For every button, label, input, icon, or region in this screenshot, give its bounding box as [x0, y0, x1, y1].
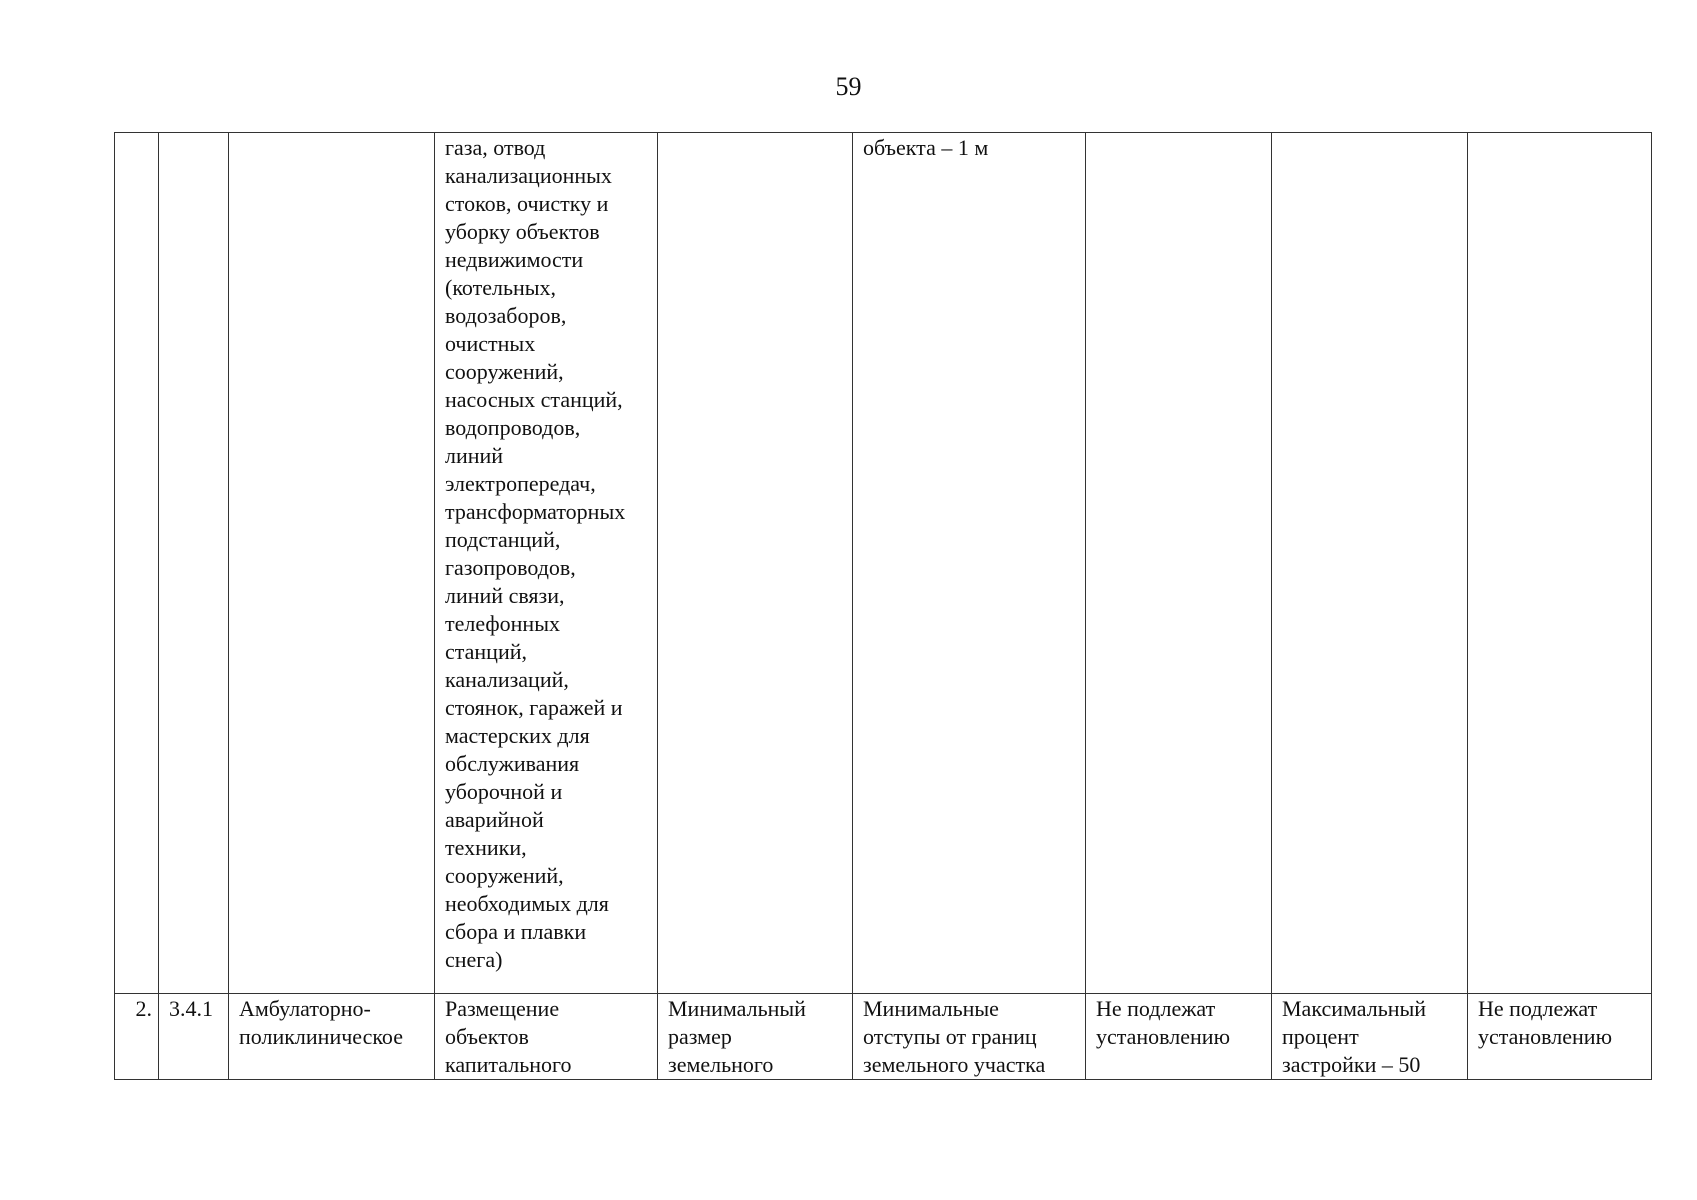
page-number: 59	[835, 72, 862, 101]
cell-use-description: газа, отвод канализационных стоков, очистку и уборку объектов недвижимости (котельных, водозаборов, очистных сооружений, насосных станций, водопроводов, линий электропередач, трансформаторных подстанций, газопроводов, линий связи, телефонных станций, канализаций, стоянок, гаражей и мастерских для обслуживания уборочной и аварийной техники, сооружений, необходимых для сбора и плавки снега)	[435, 133, 658, 994]
cell-setbacks: Минимальные отступы от границ земельного участка	[853, 994, 1086, 1080]
cell-plot-size	[658, 133, 853, 994]
cell-other-params: Не подлежат установлению	[1468, 994, 1652, 1080]
cell-other-params	[1468, 133, 1652, 994]
table-row-continuation	[115, 133, 1652, 994]
cell-floors: Не подлежат установлению	[1086, 994, 1272, 1080]
cell-use-name	[229, 133, 435, 994]
cell-plot-size: Минимальный размер земельного	[658, 994, 853, 1080]
cell-use-code	[159, 133, 229, 994]
zoning-regulations-table	[114, 132, 1652, 1080]
cell-row-number	[115, 133, 159, 994]
cell-use-description: Размещение объектов капитального	[435, 994, 658, 1080]
cell-setbacks: объекта – 1 м	[853, 133, 1086, 994]
cell-use-code: 3.4.1	[159, 994, 229, 1080]
table-row-item-2	[115, 994, 1652, 1080]
cell-use-name: Амбулаторно- поликлиническое	[229, 994, 435, 1080]
cell-row-number: 2.	[115, 994, 159, 1080]
cell-building-percent: Максимальный процент застройки – 50	[1272, 994, 1468, 1080]
cell-floors	[1086, 133, 1272, 994]
cell-building-percent	[1272, 133, 1468, 994]
